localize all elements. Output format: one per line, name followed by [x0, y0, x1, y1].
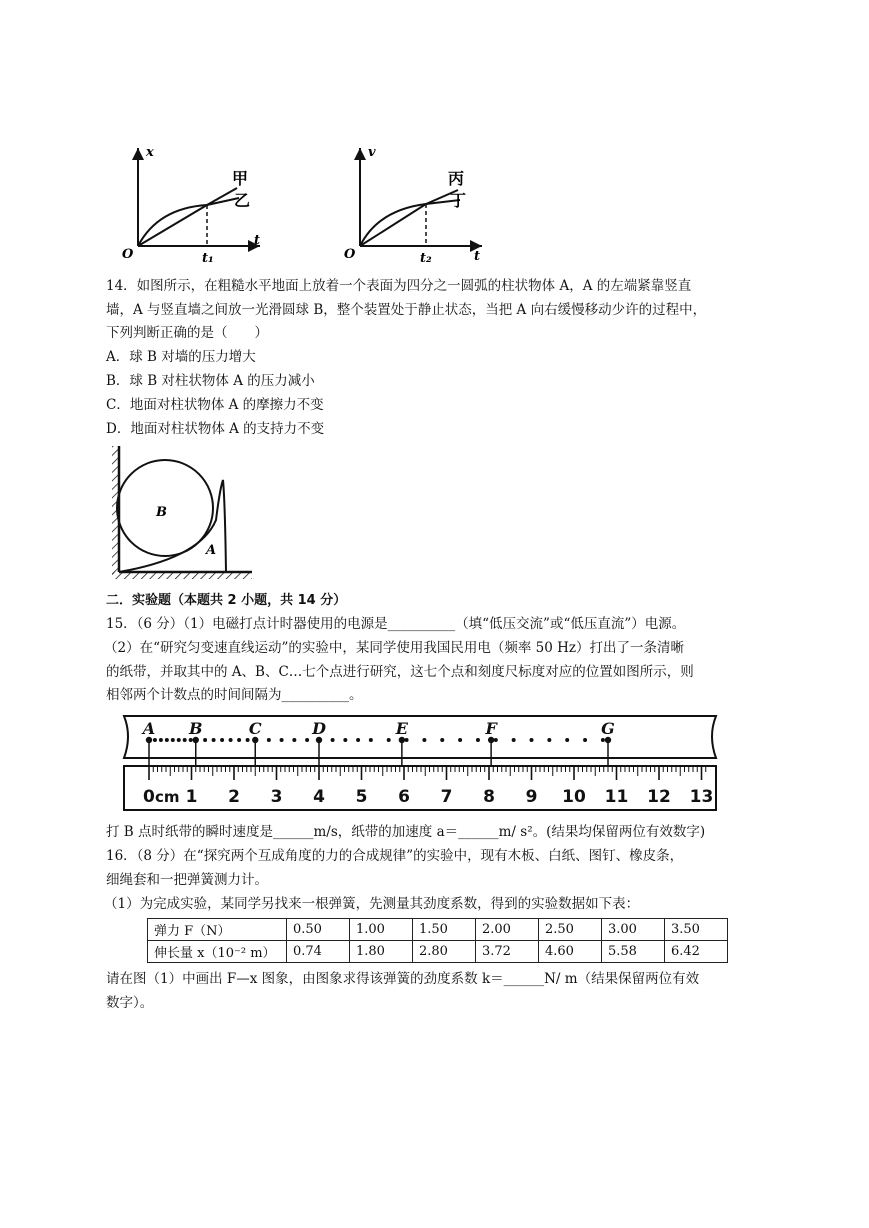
- tape-dot: [305, 738, 309, 742]
- tape-dot: [512, 738, 516, 742]
- ruler-number: 2: [228, 787, 240, 807]
- tape-dot: [331, 738, 335, 742]
- left-label-jia: 甲: [232, 169, 249, 188]
- tape-dot: [387, 738, 391, 742]
- left-origin-label: O: [122, 247, 134, 262]
- section-2-heading: 二．实验题（本题共 2 小题，共 14 分）: [106, 593, 347, 608]
- ruler-number: 0: [143, 787, 155, 807]
- q14-option-d: D．地面对柱状物体 A 的支持力不变: [106, 421, 325, 437]
- tape-dot: [203, 738, 207, 742]
- right-label-ding: 丁: [450, 191, 467, 210]
- table-row-label: 弹力 F（N）: [148, 919, 287, 941]
- tape-point-label: B: [188, 719, 203, 738]
- ruler-number: 13: [689, 787, 714, 807]
- tape-dot: [212, 738, 216, 742]
- tape-point-label: E: [395, 719, 408, 738]
- line-yi: [138, 198, 239, 246]
- table-cell: 1.80: [350, 941, 413, 963]
- left-x-axis-label: t: [254, 233, 261, 248]
- q15-line-2: （2）在“研究匀变速直线运动”的实验中，某同学使用我国民用电（频率 50 Hz）打出了一条清晰: [104, 640, 685, 656]
- right-origin-label: O: [344, 247, 356, 262]
- tape-dot: [601, 738, 605, 742]
- tape-dot: [177, 738, 181, 742]
- table-cell: 1.00: [350, 919, 413, 941]
- q16-line-2: 细绳套和一把弹簧测力计。: [106, 872, 268, 888]
- tape-dot: [165, 738, 169, 742]
- q16-line-5: 数字）。: [106, 995, 154, 1011]
- tape-dot: [246, 738, 250, 742]
- tape-point-label: D: [312, 719, 326, 738]
- table-cell: 2.80: [413, 941, 476, 963]
- table-cell: 2.50: [539, 919, 602, 941]
- q15-line-3: 的纸带，并取其中的 A、B、C…七个点进行研究，这七个点和刻度尺标度对应的位置如图所示，则: [106, 664, 694, 680]
- table-row: [148, 941, 728, 963]
- table-cell: 5.58: [602, 941, 665, 963]
- ruler-number: 3: [270, 787, 283, 807]
- tape-dot: [356, 738, 360, 742]
- table-cell: 1.50: [413, 919, 476, 941]
- q14-stem-line-1: 14．如图所示，在粗糙水平地面上放着一个表面为四分之一圆弧的柱状物体 A，A 的左端紧靠竖直: [106, 278, 692, 294]
- left-tick-label: t₁: [202, 251, 214, 265]
- tape-point-label: G: [601, 719, 615, 738]
- q15-line-1: 15．（6 分）（1）电磁打点计时器使用的电源是__________（填“低压交流”或“低压直流”）电源。: [106, 616, 686, 632]
- tape-dot: [159, 738, 163, 742]
- v-t-graph: [344, 145, 482, 265]
- ruler-number: 11: [604, 787, 629, 807]
- q14-option-c: C．地面对柱状物体 A 的摩擦力不变: [106, 397, 324, 413]
- tape-dot: [171, 738, 175, 742]
- tape-dot: [565, 738, 569, 742]
- table-cell: 4.60: [539, 941, 602, 963]
- right-label-bing: 丙: [448, 169, 465, 188]
- ruler-number: 10: [562, 787, 586, 807]
- tape-dot: [292, 738, 296, 742]
- tape-dot: [220, 738, 224, 742]
- tape-and-ruler-figure: [118, 710, 724, 818]
- q16-line-1: 16．（8 分）在“探究两个互成角度的力的合成规律”的实验中，现有木板、白纸、图钉、橡皮条，: [106, 848, 684, 864]
- tape-dot: [189, 738, 193, 742]
- ruler-number: 9: [525, 787, 538, 807]
- tape-dot: [583, 738, 587, 742]
- q16-line-4: 请在图（1）中画出 F—x 图象，由图象求得该弹簧的劲度系数 k＝______N/ m（结果保留两位有效: [106, 971, 700, 987]
- ruler-number: 7: [440, 787, 453, 807]
- ruler-number: 4: [313, 787, 325, 807]
- tape-dot: [547, 738, 551, 742]
- left-y-axis-label: x: [146, 145, 154, 160]
- table-cell: 6.42: [665, 941, 728, 963]
- q14-option-a: A．球 B 对墙的压力增大: [106, 349, 256, 365]
- table-cell: 3.00: [602, 919, 665, 941]
- table-cell: 0.74: [287, 941, 350, 963]
- tape-dot: [343, 738, 347, 742]
- table-cell: 2.00: [476, 919, 539, 941]
- tape-dot: [267, 738, 271, 742]
- ruler-number: 5: [355, 787, 368, 807]
- paper-tape: [124, 716, 716, 758]
- tape-dot: [530, 738, 534, 742]
- ruler-number: 12: [647, 787, 671, 807]
- q16-line-3: （1）为完成实验，某同学另找来一根弹簧，先测量其劲度系数，得到的实验数据如下表：: [104, 896, 640, 912]
- right-y-axis-label: v: [368, 145, 376, 160]
- table-row-label: 伸长量 x（10⁻² m）: [148, 941, 287, 963]
- tape-point-label: A: [142, 719, 156, 738]
- tape-dot: [458, 738, 462, 742]
- tape-dot: [280, 738, 284, 742]
- tape-dot: [229, 738, 233, 742]
- tape-dot: [183, 738, 187, 742]
- tape-dot: [153, 738, 157, 742]
- right-x-axis-label: t: [474, 249, 481, 264]
- block-label: A: [206, 543, 217, 558]
- tape-dot: [405, 738, 409, 742]
- x-t-graph: [122, 145, 260, 265]
- tape-dot: [476, 738, 480, 742]
- ball-wall-figure: [108, 442, 258, 582]
- tape-point-label: F: [485, 719, 497, 738]
- tape-dot: [422, 738, 426, 742]
- left-label-yi: 乙: [234, 191, 251, 210]
- ruler-number: 8: [483, 787, 495, 807]
- q15-line-4: 相邻两个计数点的时间间隔为__________。: [106, 687, 363, 703]
- ball-label: B: [156, 505, 167, 520]
- q14-stem-line-3: 下列判断正确的是（ ）: [106, 325, 268, 341]
- motion-graphs-figure: [112, 140, 492, 265]
- q15-line-5: 打 B 点时纸带的瞬时速度是______m/s，纸带的加速度 a＝______m/ s²。(结果均保留两位有效数字): [106, 824, 706, 840]
- right-tick-label: t₂: [420, 251, 432, 265]
- table-row: [148, 919, 728, 941]
- tape-dot: [494, 738, 498, 742]
- tape-dot: [369, 738, 373, 742]
- table-cell: 0.50: [287, 919, 350, 941]
- tape-dot: [237, 738, 241, 742]
- spring-data-table: [147, 918, 728, 963]
- tape-point-label: C: [248, 719, 262, 738]
- q14-option-b: B．球 B 对柱状物体 A 的压力减小: [106, 373, 315, 389]
- q14-stem-line-2: 墙，A 与竖直墙之间放一光滑圆球 B，整个装置处于静止状态，当把 A 向右缓慢移动少许的过程中，: [106, 302, 707, 318]
- tape-dot: [440, 738, 444, 742]
- table-cell: 3.72: [476, 941, 539, 963]
- table-cell: 3.50: [665, 919, 728, 941]
- ruler-unit: cm: [155, 788, 180, 806]
- ruler-number: 6: [398, 787, 410, 807]
- ruler-number: 1: [185, 787, 198, 807]
